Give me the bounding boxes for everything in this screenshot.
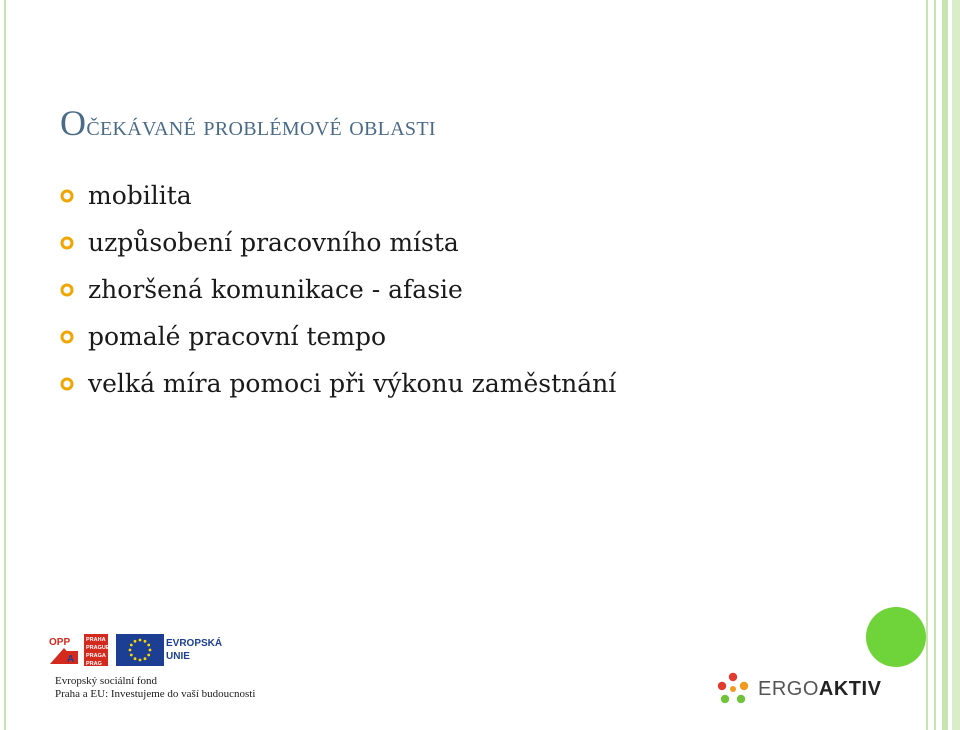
bullet-text: uzpůsobení pracovního místa (88, 228, 459, 257)
esf-line1: Evropský sociální fond (55, 675, 158, 687)
slide-title (60, 102, 436, 144)
ring-bullet-icon (60, 377, 74, 391)
bullet-text: mobilita (88, 181, 192, 210)
eu-label-line2: UNIE (166, 651, 190, 662)
bullet-item (60, 364, 616, 411)
title-rest: čekávané problémové oblasti (86, 111, 436, 142)
ring-bullet-icon (60, 330, 74, 344)
svg-text:OPP: OPP (49, 637, 71, 648)
stripe (926, 0, 928, 730)
svg-text:A: A (67, 654, 75, 665)
svg-text:PRAGA: PRAGA (86, 653, 106, 659)
bullet-item (60, 223, 616, 270)
stripe (952, 0, 960, 730)
bullet-text: zhoršená komunikace - afasie (88, 275, 463, 304)
bullet-item (60, 270, 616, 317)
green-circle-decoration (866, 607, 926, 667)
ergoaktiv-wordmark (758, 678, 881, 701)
right-decorative-stripes (926, 0, 960, 730)
eu-flag-icon (116, 634, 164, 666)
stripe (942, 0, 948, 730)
ring-bullet-icon (60, 283, 74, 297)
ring-bullet-icon (60, 236, 74, 250)
esf-caption (55, 675, 255, 701)
stripe (934, 0, 936, 730)
eu-label-line1: EVROPSKÁ (166, 638, 223, 649)
svg-text:PRAHA: PRAHA (86, 637, 106, 643)
esf-line2: Praha a EU: Investujeme do vaší budoucnosti (55, 688, 256, 700)
bullet-item (60, 176, 616, 223)
svg-text:PRAGUE: PRAGUE (86, 645, 110, 651)
svg-text:PRAG: PRAG (86, 661, 102, 666)
eu-label (166, 637, 222, 663)
bullet-text: pomalé pracovní tempo (88, 322, 387, 351)
ergo-light: ERGO (758, 678, 819, 700)
opp-praha-logo (48, 634, 110, 666)
title-initial: O (60, 103, 87, 143)
bullet-list (60, 176, 616, 411)
bullet-text: velká míra pomoci při výkonu zaměstnání (88, 369, 617, 398)
ergoaktiv-dots-icon (716, 672, 750, 706)
left-decorative-stripe (4, 0, 6, 730)
ergo-bold: AKTIV (818, 678, 882, 700)
bullet-item (60, 317, 616, 364)
ring-bullet-icon (60, 189, 74, 203)
